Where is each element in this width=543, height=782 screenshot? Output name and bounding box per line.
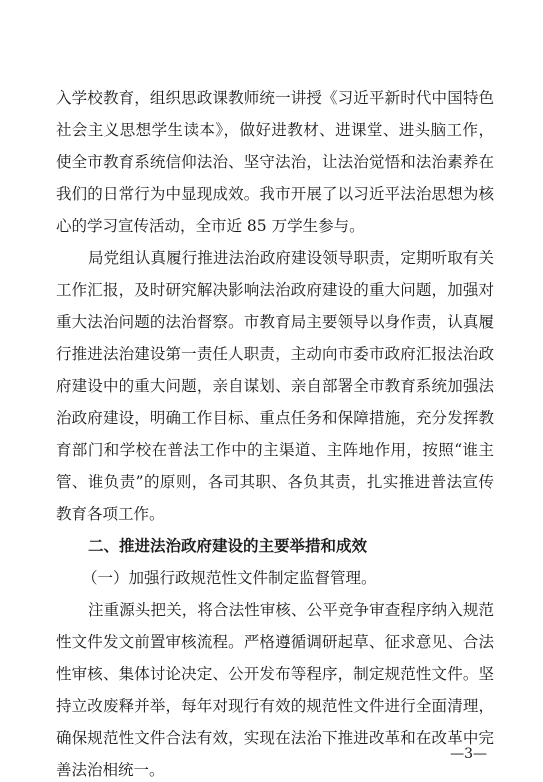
paragraph-3-line-4: 持立改废释并举，每年对现行有效的规范性文件进行全面清理， [56, 697, 494, 715]
paragraph-3-line-3: 性审核、集体讨论决定、公开发布等程序，制定规范性文件。坚 [56, 665, 494, 683]
paragraph-3-line-6: 善法治相统一。 [56, 761, 165, 779]
paragraph-3-line-1: 注重源头把关，将合法性审核、公平竞争审查程序纳入规范 [88, 601, 494, 619]
page-number: —3— [450, 746, 487, 762]
section-heading: 二、推进法治政府建设的主要举措和成效 [88, 537, 368, 555]
paragraph-2-line-1: 局党组认真履行推进法治政府建设领导职责，定期听取有关 [88, 249, 494, 267]
paragraph-2-line-4: 行推进法治建设第一责任人职责，主动向市委市政府汇报法治政 [56, 345, 494, 363]
paragraph-2-line-6: 治政府建设，明确工作目标、重点任务和保障措施，充分发挥教 [56, 409, 494, 427]
paragraph-1-line-1: 入学校教育，组织思政课教师统一讲授《习近平新时代中国特色 [56, 89, 494, 107]
paragraph-2-line-3: 重大法治问题的法治督察。市教育局主要领导以身作责，认真履 [56, 313, 494, 331]
paragraph-2-line-5: 府建设中的重大问题，亲自谋划、亲自部署全市教育系统加强法 [56, 377, 494, 395]
paragraph-2-line-9: 教育各项工作。 [56, 505, 165, 523]
paragraph-2-line-2: 工作汇报，及时研究解决影响法治政府建设的重大问题，加强对 [56, 281, 494, 299]
subsection-heading: （一）加强行政规范性文件制定监督管理。 [82, 569, 377, 587]
paragraph-3-line-2: 性文件发文前置审核流程。严格遵循调研起草、征求意见、合法 [56, 633, 494, 651]
paragraph-2-line-8: 管、谁负责”的原则，各司其职、各负其责，扎实推进普法宣传 [56, 473, 494, 491]
paragraph-2-line-7: 育部门和学校在普法工作中的主渠道、主阵地作用，按照“谁主 [56, 441, 494, 459]
paragraph-1-line-3: 使全市教育系统信仰法治、坚守法治，让法治觉悟和法治素养在 [56, 153, 494, 171]
paragraph-1-line-5: 心的学习宣传活动，全市近 85 万学生参与。 [56, 217, 365, 235]
paragraph-1-line-4: 我们的日常行为中显现成效。我市开展了以习近平法治思想为核 [56, 185, 494, 203]
paragraph-1-line-2: 社会主义思想学生读本》，做好进教材、进课堂、进头脑工作， [56, 121, 494, 139]
paragraph-3-line-5: 确保规范性文件合法有效，实现在法治下推进改革和在改革中完 [56, 729, 494, 747]
